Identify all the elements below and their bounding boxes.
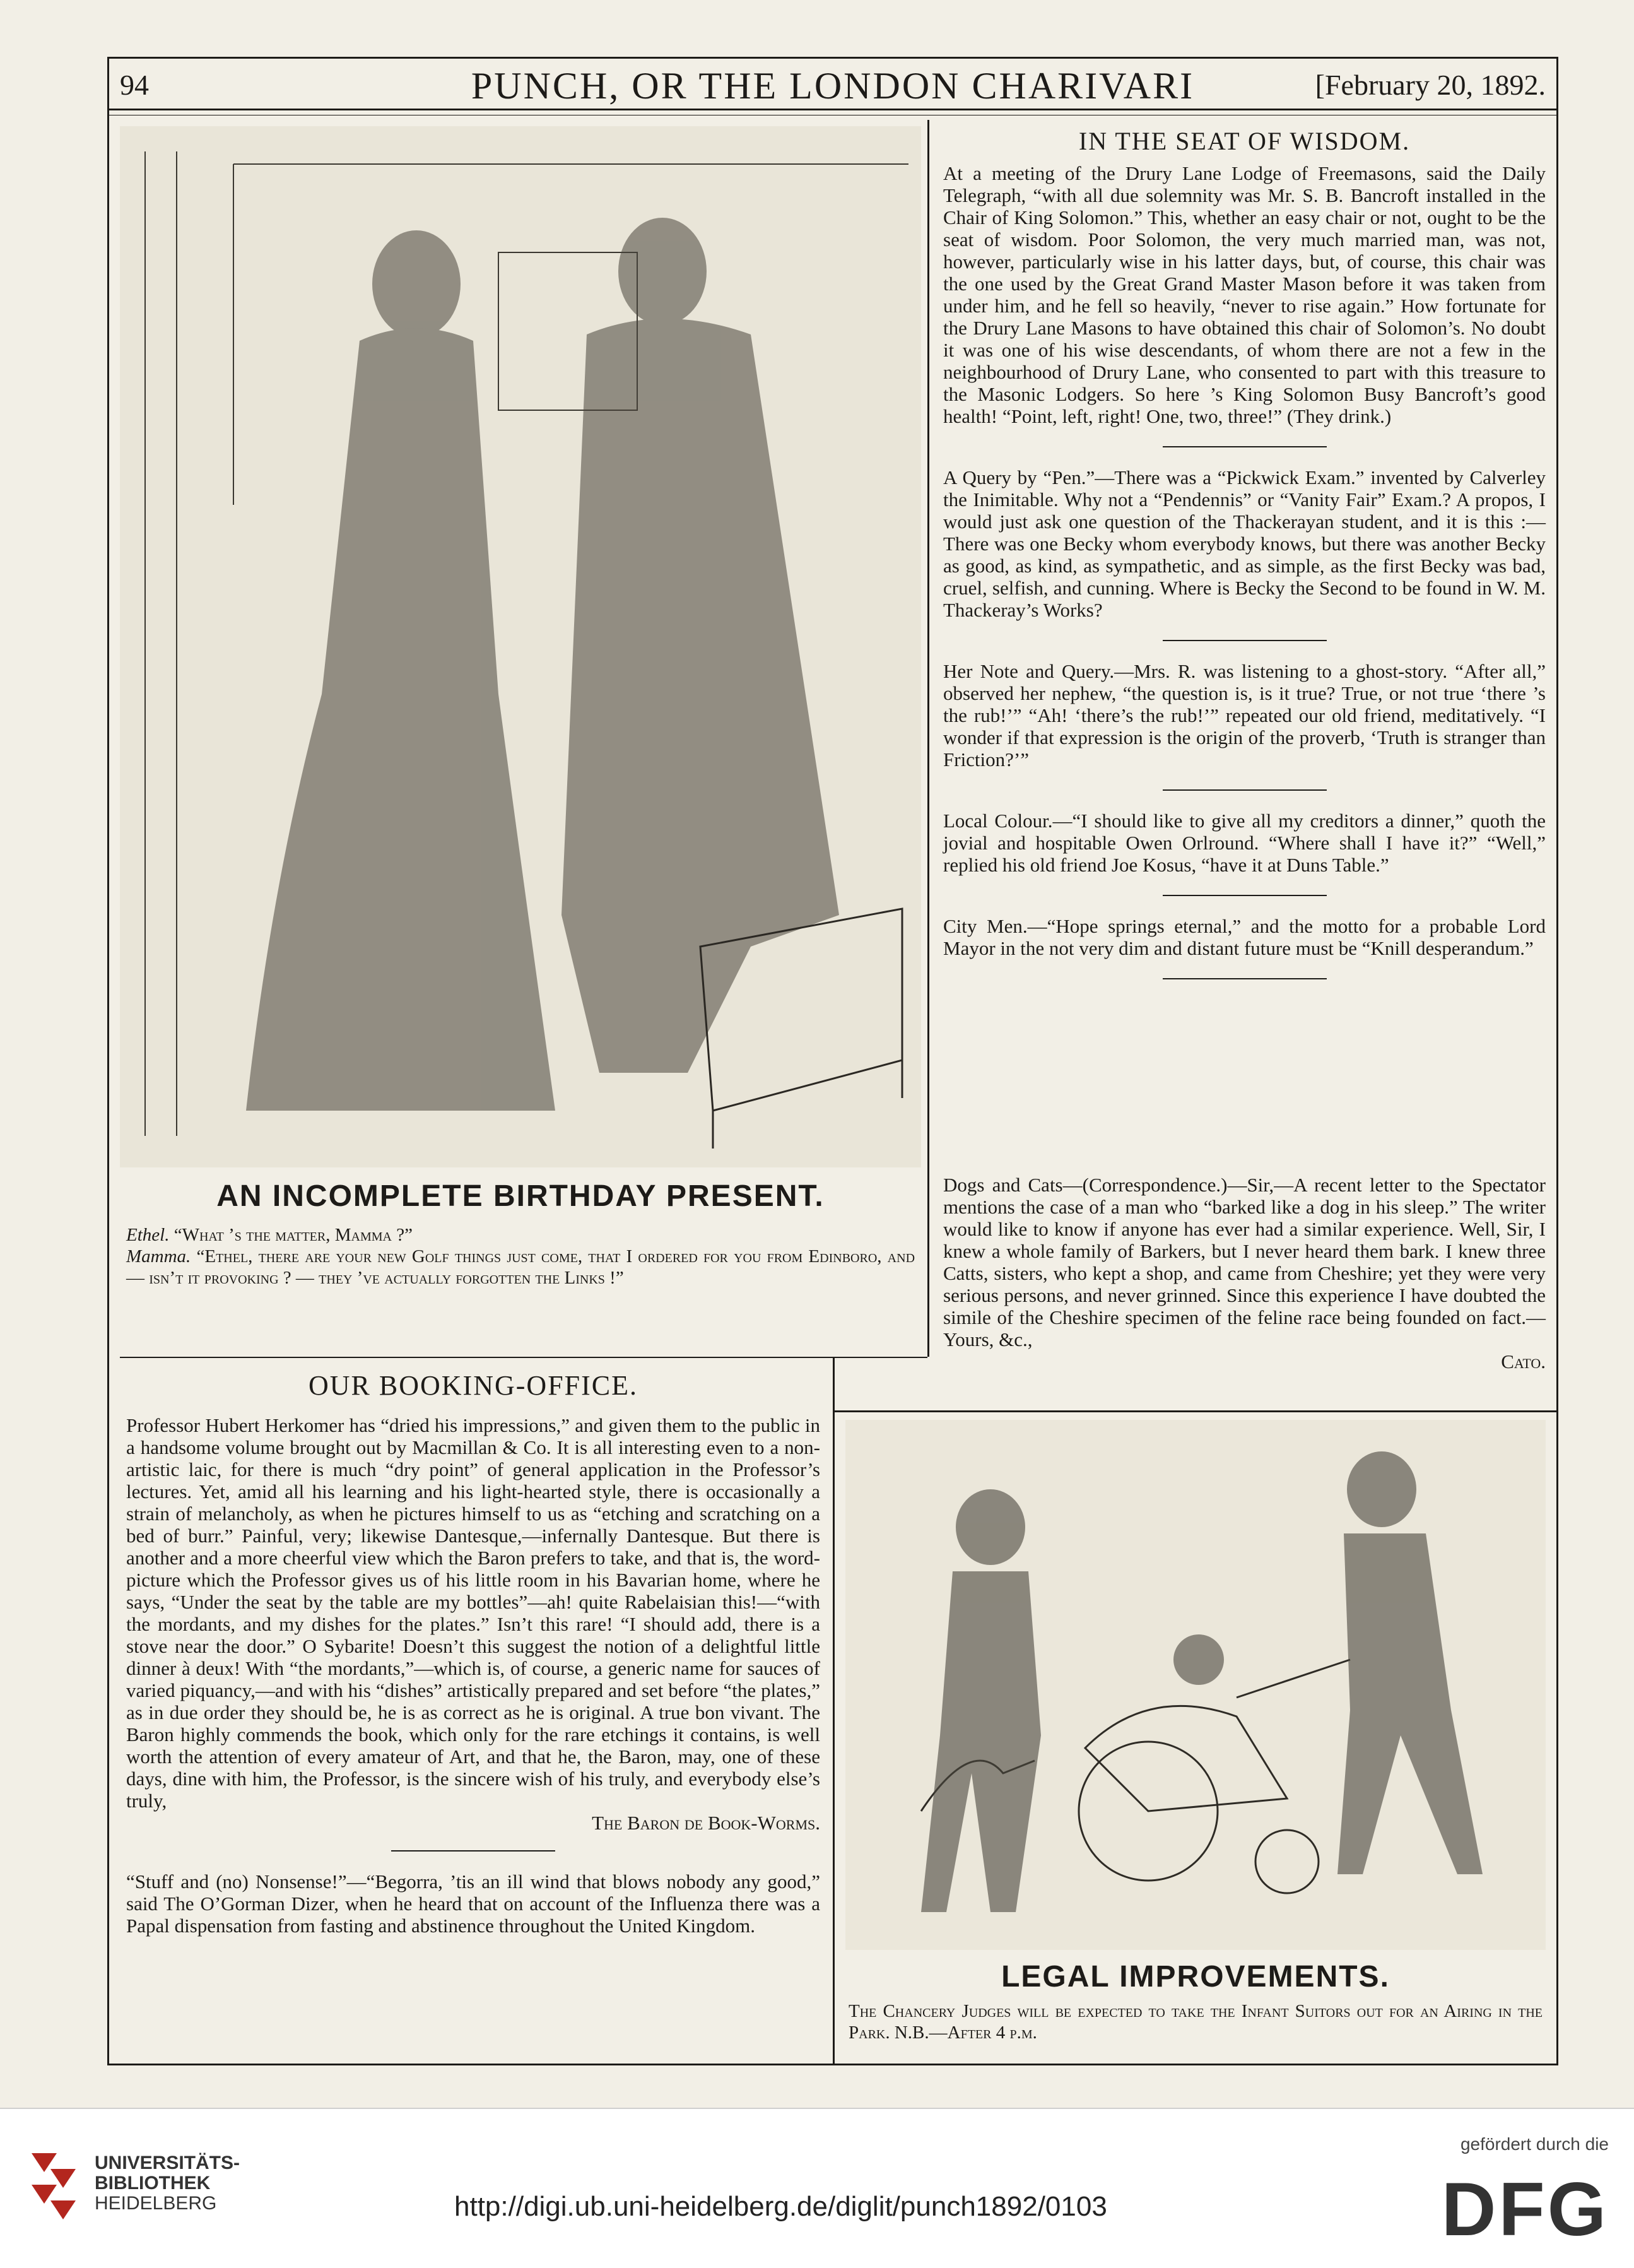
issue-date: [February 20, 1892. bbox=[1315, 69, 1546, 101]
seat-of-wisdom-body: At a meeting of the Drury Lane Lodge of Freemasons, said the Daily Telegraph, “with all due solemnity was Mr. S. B. Bancroft installed in the Chair of King Solomon.” This, whether an easy chair or not, ought to be the seat of wisdom. Poor Solomon, the very much married man, was not, however, particularly wise in his latter days, but, of course, this chair was the one used by the Great Grand Master Mason before it was taken from under him, and he fell so heavily, “never to rise again.” How fortunate for the Drury Lane Masons to have obtained this chair of Solomon’s. No doubt it was one of his wise descendants, of whom there are not a few in the neighbourhood of Drury Lane, who consented to part with this treasure to the Masonic Lodgers. So here ’s King Solomon Busy Bancroft’s good health! “Point, left, right! One, two, three!” (They drink.) bbox=[943, 162, 1546, 427]
masthead: PUNCH, OR THE LONDON CHARIVARI bbox=[471, 65, 1195, 107]
right-border bbox=[1556, 57, 1558, 2064]
cartoon1-line-1: “What ’s the matter, Mamma ?” bbox=[173, 1225, 413, 1245]
seat-of-wisdom-title: IN THE SEAT OF WISDOM. bbox=[1078, 127, 1411, 155]
booking-office-title: OUR BOOKING-OFFICE. bbox=[308, 1370, 638, 1401]
dogs-and-cats-block bbox=[839, 1174, 1546, 1373]
dogs-and-cats-article: Dogs and Cats—(Correspondence.)—Sir,—A recent letter to the Spectator mentions the case of a man who “barked like a dog in his sleep.” The writer would like to know if anyone has ever had a similar experience. Well, Sir, I knew a whole family of Barkers, but I never heard them bark. I knew three Catts, sisters, who kept a shop, and came from Cheshire; yet they were very serious persons, and never grinned. Since this experience I have doubted the simile of the Cheshire specimen of the feline race being founded on fact.—Yours, &c., bbox=[943, 1174, 1546, 1350]
cartoon1-speaker-1: Ethel. bbox=[126, 1225, 170, 1245]
right-column-upper bbox=[943, 126, 1546, 998]
separator-1 bbox=[1163, 446, 1327, 447]
legal-improvements-illustration bbox=[845, 1420, 1546, 1950]
newspaper-page bbox=[107, 57, 1558, 2064]
university-library-logo-icon bbox=[25, 2147, 82, 2223]
library-name-line-2: BIBLIOTHEK bbox=[95, 2173, 211, 2194]
booking-office-body: Professor Hubert Herkomer has “dried his impressions,” and given them to the public in a handsome volume brought out by Macmillan & Co. It is all interesting even to a non-artistic laic, for there is much “dry point” of general application in the Professor’s lectures. Yet, amid all his learning and his light-hearted style, there is occasionally a strain of melancholy, as when he pictures himself to us as “etching and scratching on a bed of burr.” Painful, very; likewise Dantesque,—infernally Dantesque. But there is another and a more cheerful view which the Baron prefers to take, and that is, the word-picture which the Professor gives us of his little room in his Bavarian home, where he says, “Under the seat by the table are my bottles”—ah! quite Rabelaisian this!—“with the mordants, and my dishes for the plates.” Isn’t this rare! “I should add, there is a stove near the door.” O Sybarite! Doesn’t this suggest the notion of a delightful little dinner à deux! With “the mordants,”—which is, of course, a generic name for sauces of varied piquancy,—and with his “dishes” artistically prepared and set before “the plates,” as in due order they should be, he is as correct as he is original. A true bon vivant. The Baron highly commends the book, which only for the rare etchings it contains, is well worth the attention of every amateur of Art, and that he, the Baron, may, one of these days, dine with him, the Professor, is the sincere wish of his truly, and everybody else’s truly, bbox=[126, 1414, 820, 1812]
page-number: 94 bbox=[120, 69, 149, 101]
digitization-footer bbox=[0, 2108, 1634, 2268]
dfg-logo: DFG bbox=[1441, 2167, 1609, 2252]
source-url-link[interactable]: http://digi.ub.uni-heidelberg.de/diglit/punch1892/0103 bbox=[454, 2191, 1107, 2222]
cartoon2-caption: The Chancery Judges will be expected to take the Infant Suitors out for an Airing in the Park. N.B.—After 4 p.m. bbox=[849, 2001, 1543, 2043]
note-and-query-article: Her Note and Query.—Mrs. R. was listening to a ghost-story. “After all,” observed her nephew, “the question is, is it true? True, or not true ‘there ’s the rub!’” “Ah! ‘there’s the rub!’” repeated our old friend, meditatively. “I wonder if that expression is the origin of the proverb, ‘Truth is stranger than Friction?’” bbox=[943, 660, 1546, 771]
local-colour-article: Local Colour.—“I should like to give all my creditors a dinner,” quoth the jovial and hospitable Owen Orlround. “Where shall I have it?” “Well,” replied his old friend Joe Kosus, “have it at Duns Table.” bbox=[943, 810, 1546, 876]
column-divider-lower bbox=[833, 1357, 835, 2064]
birthday-present-illustration bbox=[120, 126, 921, 1167]
top-border bbox=[107, 57, 1558, 59]
separator-3 bbox=[1163, 789, 1327, 791]
city-men-article: City Men.—“Hope springs eternal,” and the motto for a probable Lord Mayor in the not very dim and distant future must be “Knill desperandum.” bbox=[943, 915, 1546, 959]
separator-5 bbox=[1163, 978, 1327, 979]
cartoon1-caption bbox=[126, 1224, 915, 1289]
cartoon2-title: LEGAL IMPROVEMENTS. bbox=[1001, 1960, 1390, 1993]
stuff-and-nonsense-article: “Stuff and (no) Nonsense!”—“Begorra, ’tis an ill wind that blows nobody any good,” said The O’Gorman Dizer, when he heard that on account of the Influenza there was a Papal dispensation from fasting and abstinence throughout the United Kingdom. bbox=[126, 1870, 820, 1937]
column-divider-upper bbox=[927, 120, 929, 1357]
cartoon1-speaker-2: Mamma. bbox=[126, 1246, 191, 1267]
query-pen-article: A Query by “Pen.”—There was a “Pickwick Exam.” invented by Calverley the Inimitable. Why not a “Pendennis” or “Vanity Fair” Exam.? A propos, I would just ask one question of the Thackerayan student, and it is this :—There was one Becky whom everybody knows, but there was another Becky as good, as kind, as sympathetic, and as simple, as the first Becky was bad, cruel, selfish, and cunning. Where is Becky the Second to be found in W. M. Thackeray’s Works? bbox=[943, 466, 1546, 621]
funding-note: gefördert durch die bbox=[1460, 2134, 1609, 2154]
library-name bbox=[95, 2153, 240, 2214]
cartoon1-title: AN INCOMPLETE BIRTHDAY PRESENT. bbox=[216, 1179, 825, 1213]
bottom-border bbox=[107, 2064, 1558, 2065]
library-name-line-3: HEIDELBERG bbox=[95, 2193, 217, 2214]
separator-6 bbox=[391, 1850, 555, 1852]
legal-cartoon-top-rule bbox=[833, 1410, 1558, 1412]
booking-office-signature: The Baron de Book-Worms. bbox=[592, 1812, 820, 1834]
booking-office-column bbox=[126, 1369, 820, 1937]
dogs-and-cats-signature: Cato. bbox=[1501, 1350, 1546, 1373]
cartoon1-line-2: “Ethel, there are your new Golf things just come, that I ordered for you from Edinboro, and — isn’t it provoking ? — they ’ve actually forgotten the Links !” bbox=[126, 1246, 915, 1288]
left-border bbox=[107, 57, 109, 2064]
separator-4 bbox=[1163, 895, 1327, 896]
header-rule bbox=[107, 109, 1558, 110]
library-name-line-1: UNIVERSITÄTS- bbox=[95, 2153, 240, 2173]
separator-2 bbox=[1163, 640, 1327, 641]
cartoon1-bottom-rule bbox=[120, 1357, 927, 1358]
